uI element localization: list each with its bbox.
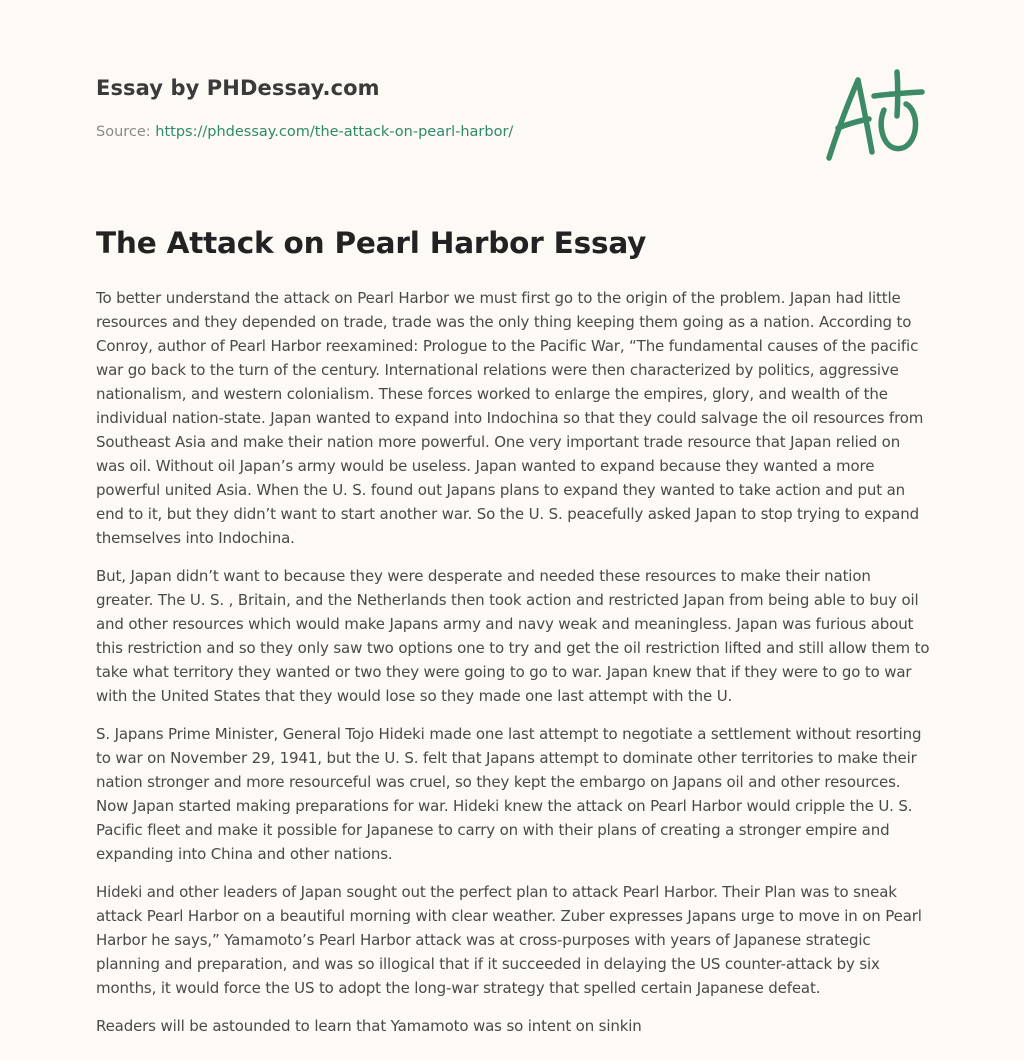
essay-title: The Attack on Pearl Harbor Essay xyxy=(96,226,647,260)
essay-paragraph: Hideki and other leaders of Japan sought out the perfect plan to attack Pearl Harbor. Their Plan was to sneak attack Pearl Harbor on a beautiful morning with clear weather. Zuber expresses Japans urge to move in on Pearl Harbor he says,” Yamamoto’s Pearl Harbor attack was at cross-purposes with years of Japanese strategic planning and preparation, and was so illogical that if it succeeded in delaying the US counter-attack by six months, it would force the US to adopt the long-war strategy that spelled certain Japanese defeat. xyxy=(96,883,922,997)
essay-paragraph: But, Japan didn’t want to because they were desperate and needed these resources to make their nation greater. The U. S. , Britain, and the Netherlands then took action and restricted Japan from being able to buy oil and other resources which would make Japans army and navy weak and meaningless. Japan was furious about this restriction and so they only saw two options one to try and get the oil restriction lifted and still allow them to take what territory they wanted or two they were going to go to war. Japan knew that if they were to go to war with the United States that they would lose so they made one last attempt with the U. xyxy=(96,567,930,705)
source-line xyxy=(96,124,513,140)
essay-paragraph: Readers will be astounded to learn that Yamamoto was so intent on sinkin xyxy=(96,1017,642,1035)
source-label: Source: xyxy=(96,124,156,140)
essay-paragraph: S. Japans Prime Minister, General Tojo Hideki made one last attempt to negotiate a settlement without resorting to war on November 29, 1941, but the U. S. felt that Japans attempt to dominate other territories to make their nation stronger and more resourceful was cruel, so they kept the embargo on Japans oil and other resources. Now Japan started making preparations for war. Hideki knew the attack on Pearl Harbor would cripple the U. S. Pacific fleet and make it possible for Japanese to carry on with their plans of creating a stronger empire and expanding into China and other nations. xyxy=(96,725,922,863)
essay-body xyxy=(96,286,932,1052)
essay-paragraph: To better understand the attack on Pearl Harbor we must first go to the origin of the problem. Japan had little resources and they depended on trade, trade was the only thing keeping them going as a nation. According to Conroy, author of Pearl Harbor reexamined: Prologue to the Pacific War, “The fundamental causes of the pacific war go back to the turn of the century. International relations were then characterized by politics, aggressive nationalism, and western colonialism. These forces worked to enlarge the empires, glory, and wealth of the individual nation-state. Japan wanted to expand into Indochina so that they could salvage the oil resources from Southeast Asia and make their nation more powerful. One very important trade resource that Japan relied on was oil. Without oil Japan’s army would be useless. Japan wanted to expand because they wanted a more powerful united Asia. When the U. S. found out Japans plans to expand they wanted to take action and put an end to it, but they didn’t want to start another war. So the U. S. peacefully asked Japan to stop trying to expand themselves into Indochina. xyxy=(96,289,924,547)
site-title: Essay by PHDessay.com xyxy=(96,76,380,100)
a-plus-logo xyxy=(818,66,930,168)
source-link[interactable]: https://phdessay.com/the-attack-on-pearl-harbor/ xyxy=(155,124,514,140)
